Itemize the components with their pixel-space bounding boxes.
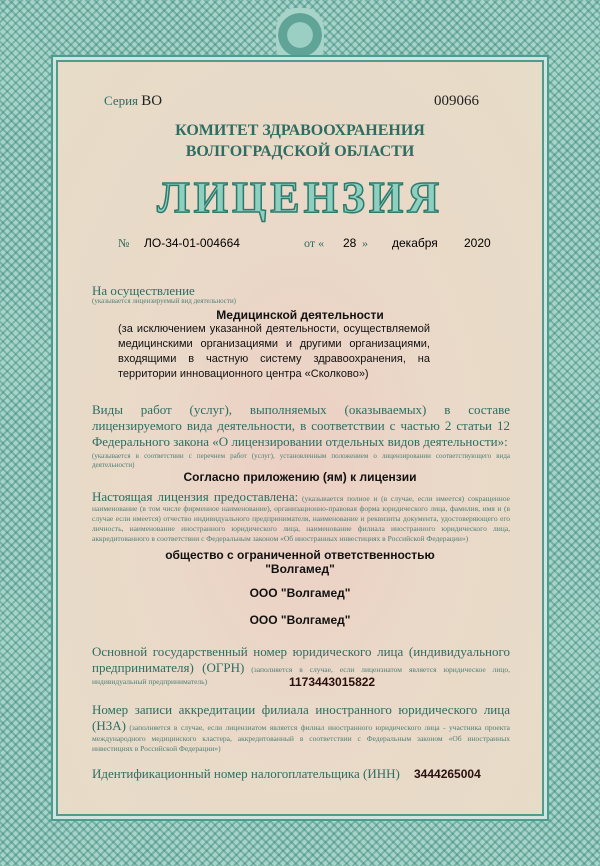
licensee-hint: (указывается полное и (в случае, если имеется) сокращенное наименование (в том числе фирменное наименование), организационно-правовая форма юридического лица, фамилия, имя и (в случае если имеется) отчество индивидуального предпринимателя, наименование и реквизиты документа, удостоверяющего его личность, наименование иностранного юридического лица, наименование филиала иностранного юридического лица, аккредитованного в соответствии с Федеральным законом «Об иностранных инвестициях в Российской Федерации») bbox=[92, 494, 510, 543]
series-value: ВО bbox=[141, 93, 163, 109]
close-quote: » bbox=[362, 236, 368, 250]
license-day: 28 bbox=[343, 236, 357, 250]
nza-block bbox=[92, 702, 510, 754]
licensee-label: Настоящая лицензия предоставлена: bbox=[92, 489, 299, 504]
number-label: № bbox=[118, 236, 130, 250]
document-title: ЛИЦЕНЗИЯ bbox=[156, 173, 444, 222]
ogrn-label: Основной государственный номер юридического лица (индивидуального предпринимателя) (ОГРН) bbox=[92, 644, 510, 675]
activity-label: На осуществление bbox=[92, 283, 195, 298]
form-number: 009066 bbox=[434, 93, 479, 109]
authority-line-1: КОМИТЕТ ЗДРАВООХРАНЕНИЯ bbox=[175, 122, 425, 139]
ogrn-hint: (заполняется в случае, если лицензиатом является юридическое лицо, индивидуальный предприниматель) bbox=[92, 665, 511, 686]
coat-of-arms-emblem bbox=[276, 8, 324, 62]
license-number-row bbox=[118, 236, 498, 251]
licensee-block bbox=[92, 489, 510, 544]
license-number: ЛО-34-01-004664 bbox=[144, 236, 240, 250]
license-year: 2020 bbox=[464, 236, 491, 250]
activity-value: Медицинской деятельности bbox=[216, 308, 384, 322]
works-label: Виды работ (услуг), выполняемых (оказываемых) в составе лицензируемого вида деятельности, в соответствии с частью 2 статьи 12 Федерального закона «О лицензировании отдельных видов деятельности»: bbox=[92, 402, 510, 449]
activity-hint: (указывается лицензируемый вид деятельности) bbox=[92, 297, 237, 305]
license-month: декабря bbox=[392, 236, 438, 250]
licensee-short-name: ООО "Волгамед" bbox=[249, 586, 351, 600]
activity-details-text: (за исключением указанной деятельности, осуществляемой медицинскими организациями и другими организациями, входящими в частную систему здравоохранения, на территории инновационного центра «Сколково») bbox=[118, 323, 430, 380]
full-name-line-1: общество с ограниченной ответственностью bbox=[165, 548, 435, 562]
issuing-authority bbox=[0, 120, 600, 162]
inn-label: Идентификационный номер налогоплательщика (ИНН) bbox=[92, 766, 400, 781]
works-value: Согласно приложению (ям) к лицензии bbox=[183, 470, 417, 484]
nza-hint: (заполняется в случае, если лицензиатом является филиал иностранного юридического лица - участника проекта международного медицинского кластера, аккредитованный в соответствии с Федеральным законом «Об иностранных инвестициях в Российской Федерации») bbox=[92, 723, 511, 753]
inn-value: 3444265004 bbox=[414, 767, 481, 781]
authority-line-2: ВОЛГОГРАДСКОЙ ОБЛАСТИ bbox=[185, 143, 415, 160]
licensee-full-name bbox=[0, 548, 600, 576]
series-label: Серия bbox=[104, 93, 139, 108]
series bbox=[104, 93, 162, 110]
nza-label: Номер записи аккредитации филиала иностранного юридического лица (НЗА) bbox=[92, 702, 510, 733]
full-name-line-2: "Волгамед" bbox=[265, 562, 335, 576]
licensee-brand-name: ООО "Волгамед" bbox=[249, 613, 351, 627]
activity-details bbox=[118, 322, 430, 382]
ogrn-value: 1173443015822 bbox=[289, 675, 376, 689]
works-hint: (указывается в соответствии с перечнем работ (услуг), установленным положением о лицензировании соответствующего вида деятельности) bbox=[92, 452, 510, 469]
from-label: от « bbox=[304, 236, 325, 250]
